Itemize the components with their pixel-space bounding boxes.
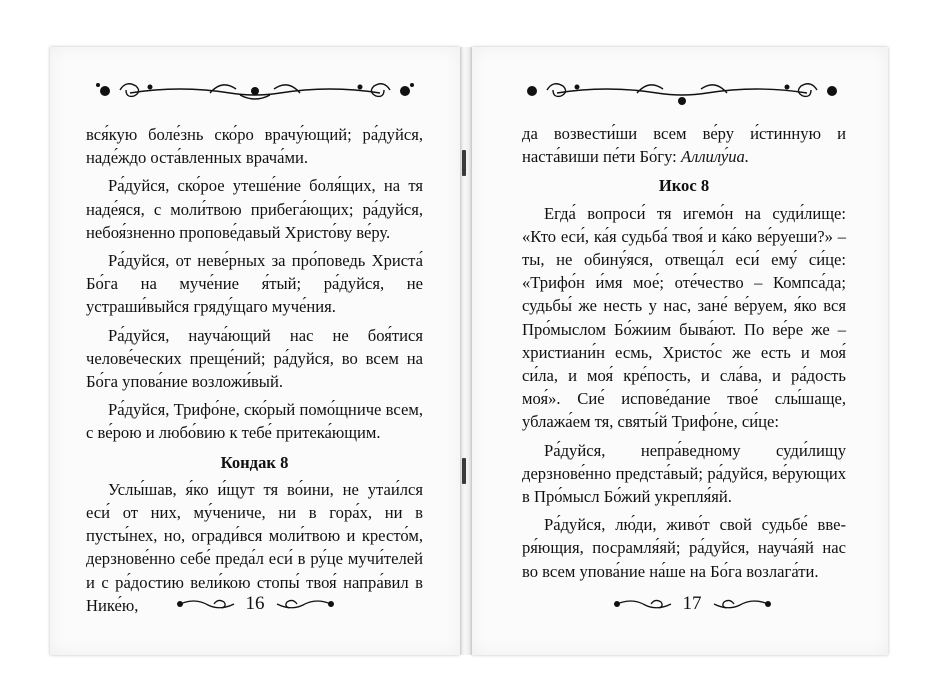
paragraph: Ра́дуйся, лю́ди, живо́т свой судьбе́ вверя́ющия, посрамля́яй; ра́дуйся, науча́яй нас во всем упова́ние на́ше на Бо́га возлага́ти. <box>522 515 846 581</box>
left-page-footer <box>160 593 350 615</box>
left-page-text <box>86 123 423 622</box>
staple-bottom <box>462 458 466 484</box>
floral-scroll-ornament-icon <box>517 77 847 107</box>
paragraph: Ра́дуйся, от неве́рных за про́поведь Христа́ Бо́га на муче́ние я́тый; ра́дуйся, не устраши́выйся гряду́щаго муче́ния. <box>86 251 423 317</box>
small-flourish-icon <box>273 595 337 613</box>
paragraph: вся́кую боле́знь ско́ро врачу́ющий; ра́дуйся, наде́ждо оста́вленных врача́ми. <box>86 125 423 168</box>
paragraph: Ра́дуйся, Трифо́не, ско́рый помо́щниче всем, с ве́рою и любо́вию к тебе́ притека́ющим. <box>86 400 423 443</box>
small-flourish-icon <box>710 595 774 613</box>
right-page-text <box>522 122 846 588</box>
paragraph: Услы́шав, я́ко и́щут тя во́ини, не утаи́лся еси́ от них, му́чениче, ни в гора́х, ни в пусты́нех, но, огради́вся моли́твою и кресто́м, дерзнове́нно себе́ преда́л еси́ в ру́це мучи́телей и с ра́достию вели́кою стопы́ твоя́ напра́вил в Нике́ю, <box>86 479 423 615</box>
section-heading-ikos: Икос 8 <box>658 176 710 196</box>
continuation-text: да возвести́ши всем ве́ру и́стинную и наста́виши пе́ти Бо́гу: <box>522 124 846 167</box>
paragraph: Ра́дуйся, ско́рое утеше́ние боля́щих, на тя наде́яся, с моли́твою прибега́ющих; ра́дуйся, небоя́зненно пропове́давый Христо́ву ве́ру. <box>86 176 423 242</box>
paragraph: Ра́дуйся, непра́ведному суди́лищу дерзнове́нно предста́вый; ра́дуйся, ве́рующих в Про́мысл Бо́жий укрепля́яй. <box>522 440 846 507</box>
alleluia-text: Аллилу́иа. <box>680 147 749 167</box>
small-flourish-icon <box>174 595 238 613</box>
page-number: 17 <box>682 593 702 614</box>
floral-scroll-ornament-icon <box>90 75 420 105</box>
staple-top <box>462 150 466 176</box>
right-page <box>472 47 888 655</box>
paragraph: Егда́ вопроси́ тя игемо́н на суди́лище: «Кто еси́, ка́я судьба́ твоя́ и ка́ко ве́руеши?» – ты, не обину́яся, отвеща́л еси́ ему́ си́це: «Трифо́н и́мя мое́; оте́чество – Компса́да; судьбы́ же несть у нас, зане́ ве́руем, я́ко вся Про́мыслом Бо́жиим быва́ют. По ве́ре же – христиани́н есмь, Христо́с же есть и моя́ си́ла, и моя́ кре́пость, и сла́ва, и ра́дость моя́». Сие́ испове́дание твое́ слы́шаще, ублажа́ем тя, святы́й Трифо́не, си́це: <box>522 203 846 432</box>
paragraph: Ра́дуйся, науча́ющий нас не боя́тися челове́ческих преще́ний; ра́дуйся, во всем на Бо́га упова́ние возложи́вый. <box>86 325 423 392</box>
right-page-footer <box>597 593 787 615</box>
small-flourish-icon <box>611 595 675 613</box>
section-heading-kondak: Кондак 8 <box>220 452 289 472</box>
page-number: 16 <box>245 593 265 614</box>
left-page <box>50 47 460 655</box>
paragraph <box>522 122 846 168</box>
